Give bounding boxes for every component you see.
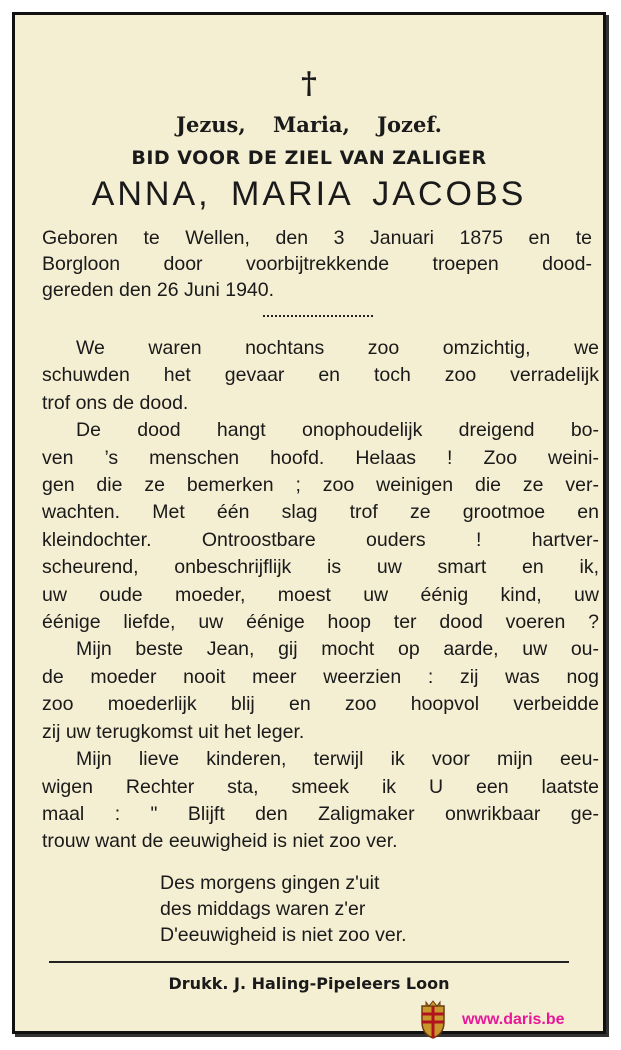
text-line: éénige liefde, uw éénige hoop ter dood voeren ? (42, 611, 599, 634)
coat-of-arms-icon (418, 1000, 448, 1040)
divider-line (49, 961, 569, 963)
deceased-name: ANNA, MARIA JACOBS (91, 175, 527, 213)
text-line: de moeder nooit meer weerzien : zij was nog (42, 665, 599, 688)
poem-line: D'eeuwigheid is niet zoo ver. (160, 924, 407, 946)
intro-line: Geboren te Wellen, den 3 Januari 1875 en te (42, 227, 592, 249)
poem-line: Des morgens gingen z'uit (160, 872, 380, 894)
text-line: kleindochter. Ontroostbare ouders ! hartver- (42, 528, 599, 551)
text-line: Mijn beste Jean, gij mocht op aarde, uw ou- (76, 638, 599, 661)
prayer-heading: BID VOOR DE ZIEL VAN ZALIGER (131, 147, 487, 169)
printer-credit: Drukk. J. Haling-Pipeleers Loon (168, 974, 450, 993)
watermark-url[interactable]: www.daris.be (462, 1011, 565, 1028)
text-line: schuwden het gevaar en toch zoo verradelijk (42, 364, 599, 387)
text-line: wigen Rechter sta, smeek ik U een laatste (42, 775, 599, 798)
text-line: We waren nochtans zoo omzichtig, we (76, 337, 599, 359)
text-line: De dood hangt onophoudelijk dreigend bo- (76, 419, 599, 442)
text-line: zij uw terugkomst uit het leger. (42, 720, 305, 743)
dotted-divider (263, 315, 373, 317)
text-line: maal : " Blijft den Zaligmaker onwrikbaar ge- (42, 802, 599, 825)
memorial-text (42, 335, 599, 856)
memorial-card (12, 12, 606, 1034)
poem (160, 870, 407, 948)
text-line: trouw want de eeuwigheid is niet zoo ver. (42, 830, 398, 853)
text-line: uw oude moeder, moest uw éénig kind, uw (42, 583, 599, 606)
intro-line: Borgloon door voorbijtrekkende troepen dood- (42, 253, 592, 275)
text-line: scheurend, onbeschrijflijk is uw smart en ik, (42, 556, 599, 579)
poem-line: des middags waren z'er (160, 898, 366, 920)
text-line: ven ’s menschen hoofd. Helaas ! Zoo weini- (42, 446, 599, 469)
text-line: zoo moederlijk blij en zoo hoopvol verbeidde (42, 693, 599, 716)
text-line: wachten. Met één slag trof ze grootmoe en (42, 501, 599, 524)
invocation: Jezus, Maria, Jozef. (176, 112, 442, 137)
text-line: gen die ze bemerken ; zoo weinigen die ze ver- (42, 474, 599, 497)
intro-line: gereden den 26 Juni 1940. (42, 279, 275, 301)
birth-death-info (42, 225, 592, 303)
cross-icon: † (301, 66, 317, 101)
text-line: trof ons de dood. (42, 391, 189, 414)
text-line: Mijn lieve kinderen, terwijl ik voor mijn eeu- (76, 748, 599, 771)
